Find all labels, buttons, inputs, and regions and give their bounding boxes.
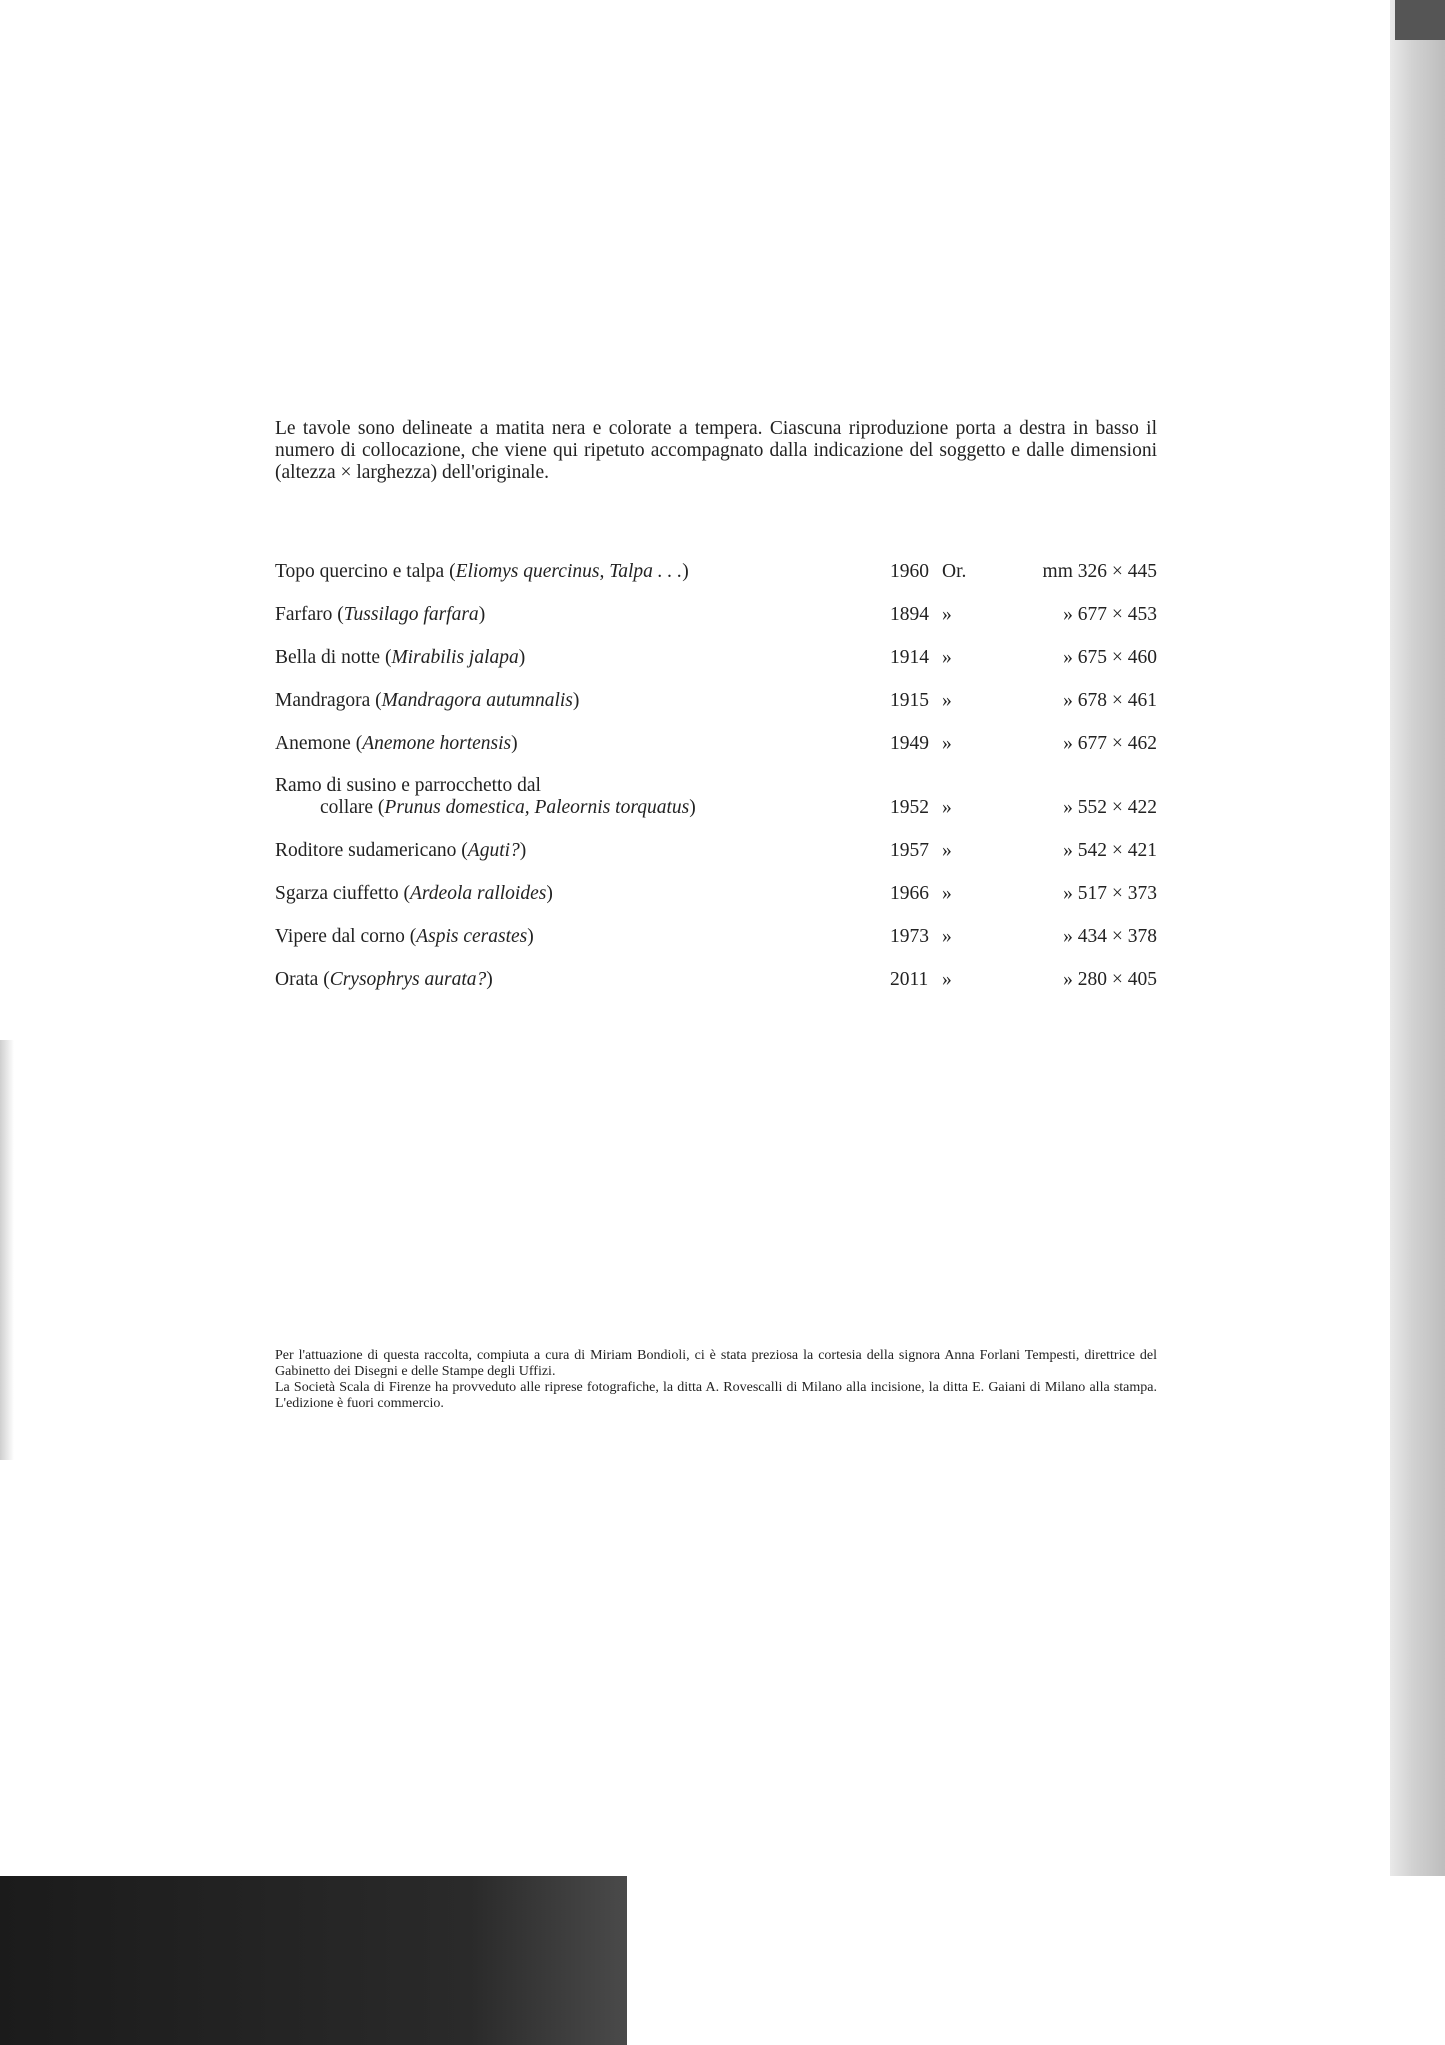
credits-line-2: La Società Scala di Firenze ha provveduto alle riprese fotografiche, la ditta A. Rovescalli di Milano alla incisione, la ditta E. Gaiani di Milano alla stampa. L'edizione è fuori commercio. <box>275 1380 1157 1411</box>
plate-number: 2011 » <box>890 969 952 990</box>
intro-paragraph: Le tavole sono delineate a matita nera e colorate a tempera. Ciascuna riproduzione porta a destra in basso il numero di collocazione, che viene qui ripetuto accompagnato dalla indicazione del soggetto e dalle dimensioni (altezza × larghezza) dell'originale. <box>275 417 1157 483</box>
plate-number: 1966 » <box>890 883 952 904</box>
list-item <box>275 765 1157 829</box>
plate-subject: Topo quercino e talpa (Eliomys quercinus, Talpa . . .) <box>275 561 689 582</box>
list-item <box>275 829 1157 872</box>
plate-dimensions: » 280 × 405 <box>1063 969 1157 990</box>
list-item <box>275 550 1157 593</box>
plate-number: 1894 » <box>890 604 952 625</box>
plate-number: 1915 » <box>890 690 952 711</box>
plate-subject: Bella di notte (Mirabilis jalapa) <box>275 647 526 668</box>
plate-dimensions: » 678 × 461 <box>1063 690 1157 711</box>
plate-dimensions: » 675 × 460 <box>1063 647 1157 668</box>
list-item <box>275 593 1157 636</box>
plate-number: 1960 Or. <box>890 561 967 582</box>
list-item <box>275 636 1157 679</box>
scan-left-shadow <box>0 1040 14 1460</box>
credits-line-1: Per l'attuazione di questa raccolta, compiuta a cura di Miriam Bondioli, ci è stata preziosa la cortesia della signora Anna Forlani Tempesti, direttrice del Gabinetto dei Disegni e delle Stampe degli Uffizi. <box>275 1348 1157 1379</box>
plate-number: 1957 » <box>890 840 952 861</box>
credits-note <box>275 1348 1157 1412</box>
list-item <box>275 679 1157 722</box>
scan-background-dark <box>0 1876 627 2045</box>
scan-corner-shadow <box>1395 0 1445 40</box>
plate-subject: Sgarza ciuffetto (Ardeola ralloides) <box>275 883 553 904</box>
plate-subject: Roditore sudamericano (Aguti?) <box>275 840 527 861</box>
plate-dimensions: » 677 × 462 <box>1063 733 1157 754</box>
plate-number: 1973 » <box>890 926 952 947</box>
plate-subject: Vipere dal corno (Aspis cerastes) <box>275 926 534 947</box>
plate-dimensions: mm 326 × 445 <box>1042 561 1157 582</box>
scan-background-light <box>627 1876 1445 2045</box>
list-item <box>275 722 1157 765</box>
plate-number: 1949 » <box>890 733 952 754</box>
plate-dimensions: » 677 × 453 <box>1063 604 1157 625</box>
plate-subject: Farfaro (Tussilago farfara) <box>275 604 486 625</box>
list-item <box>275 915 1157 958</box>
plate-subject: Anemone (Anemone hortensis) <box>275 733 518 754</box>
plate-dimensions: » 434 × 378 <box>1063 926 1157 947</box>
plates-list <box>275 550 1157 1001</box>
plate-number: 1952 » <box>890 797 952 818</box>
plate-number: 1914 » <box>890 647 952 668</box>
list-item <box>275 872 1157 915</box>
list-item <box>275 958 1157 1001</box>
plate-subject <box>275 775 696 819</box>
plate-subject-line1: Ramo di susino e parrocchetto dal <box>275 775 541 796</box>
plate-subject: Orata (Crysophrys aurata?) <box>275 969 493 990</box>
plate-dimensions: » 552 × 422 <box>1063 797 1157 818</box>
plate-subject-line2: collare (Prunus domestica, Paleornis torquatus) <box>320 797 696 818</box>
scan-edge-shadow <box>1390 0 1445 1880</box>
plate-dimensions: » 517 × 373 <box>1063 883 1157 904</box>
plate-dimensions: » 542 × 421 <box>1063 840 1157 861</box>
plate-subject: Mandragora (Mandragora autumnalis) <box>275 690 580 711</box>
